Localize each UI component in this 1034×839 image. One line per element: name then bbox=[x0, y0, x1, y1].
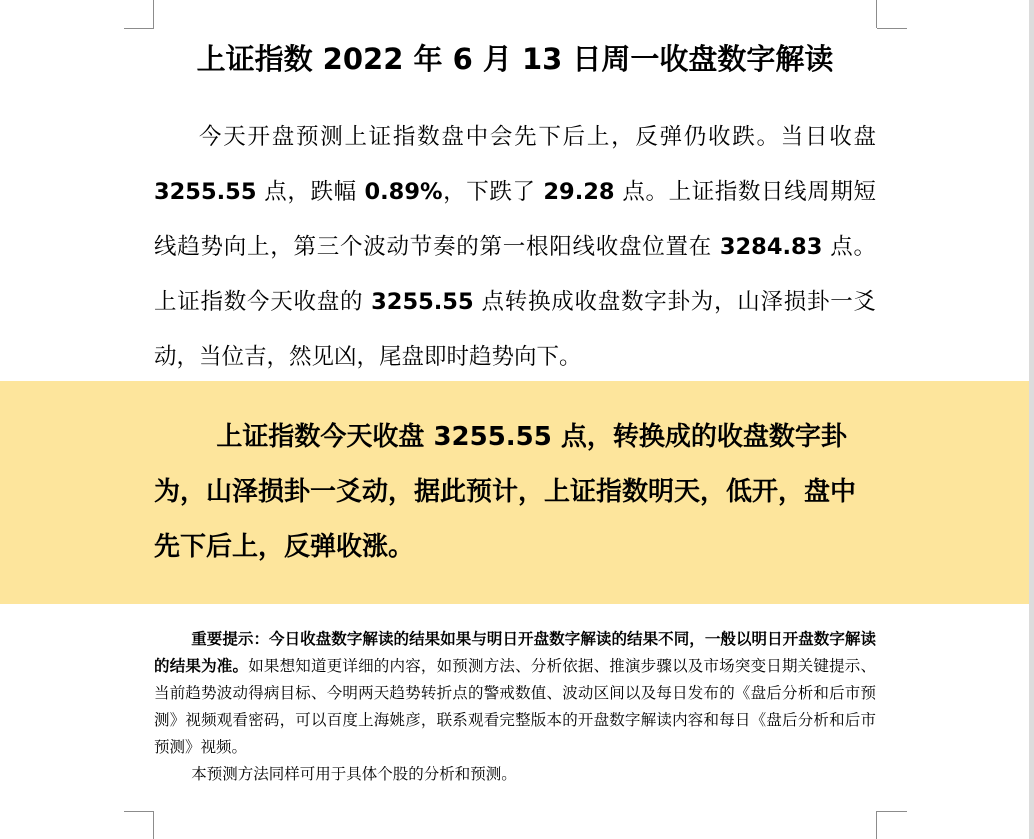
close-value: 3255.55 bbox=[154, 179, 257, 205]
yang-close-value: 3284.83 bbox=[719, 234, 823, 260]
highlight-text: 上证指数今天收盘 3255.55 点，转换成的收盘数字卦为，山泽损卦一爻动，据此预计，上证指数明天，低开，盘中先下后上，反弹收涨。 bbox=[154, 422, 857, 562]
para-text-6: 点转换成收盘数字卦为，山泽损卦一爻动，当位吉，然见凶，尾盘即时趋势向下。 bbox=[154, 289, 876, 370]
close-value-repeat: 3255.55 bbox=[371, 289, 474, 315]
crop-mark-bottom-left-v bbox=[153, 811, 154, 839]
para-text-4: 点。上证指数日线周期短线趋势向上，第三个波动节奏的第一根阳线收盘位置在 bbox=[154, 179, 877, 260]
crop-mark-bottom-right-h bbox=[877, 811, 907, 812]
crop-mark-top-left-h bbox=[124, 28, 154, 29]
crop-mark-top-right-v bbox=[876, 0, 877, 28]
note-bold-text: 重要提示：今日收盘数字解读的结果如果与明日开盘数字解读的结果不同，一般以明日开盘数字解读的结果为准。 bbox=[154, 630, 876, 675]
para-text-2: 点，跌幅 bbox=[256, 179, 365, 205]
note-last-line: 本预测方法同样可用于具体个股的分析和预测。 bbox=[191, 765, 517, 783]
note-normal-text: 如果想知道更详细的内容，如预测方法、分析依据、推演步骤以及市场突变日期关键提示、当前趋势波动得病目标、今明两天趋势转折点的警戒数值、波动区间以及每日发布的《盘后分析和后市预测》视频观看密码，可以百度上海姚彦，联系观看完整版本的开盘数字解读内容和每日《盘后分析和后市预测》视频。 bbox=[154, 657, 876, 756]
para-text-3: ，下跌了 bbox=[442, 179, 544, 205]
document-title: 上证指数 2022 年 6 月 13 日周一收盘数字解读 bbox=[196, 42, 834, 76]
crop-mark-bottom-left-h bbox=[124, 811, 154, 812]
main-paragraph bbox=[154, 110, 876, 385]
drop-points: 29.28 bbox=[543, 179, 615, 205]
crop-mark-bottom-right-v bbox=[876, 811, 877, 839]
para-text-1: 今天开盘预测上证指数盘中会先下后上，反弹仍收跌。当日收盘 bbox=[199, 124, 876, 150]
highlight-paragraph bbox=[154, 410, 876, 575]
drop-percent: 0.89% bbox=[364, 179, 443, 205]
important-note bbox=[154, 626, 876, 788]
crop-mark-top-right-h bbox=[877, 28, 907, 29]
crop-mark-top-left-v bbox=[153, 0, 154, 28]
page-edge bbox=[1029, 0, 1034, 839]
para-text-5: 点。上证指数今天收盘的 bbox=[154, 234, 877, 315]
